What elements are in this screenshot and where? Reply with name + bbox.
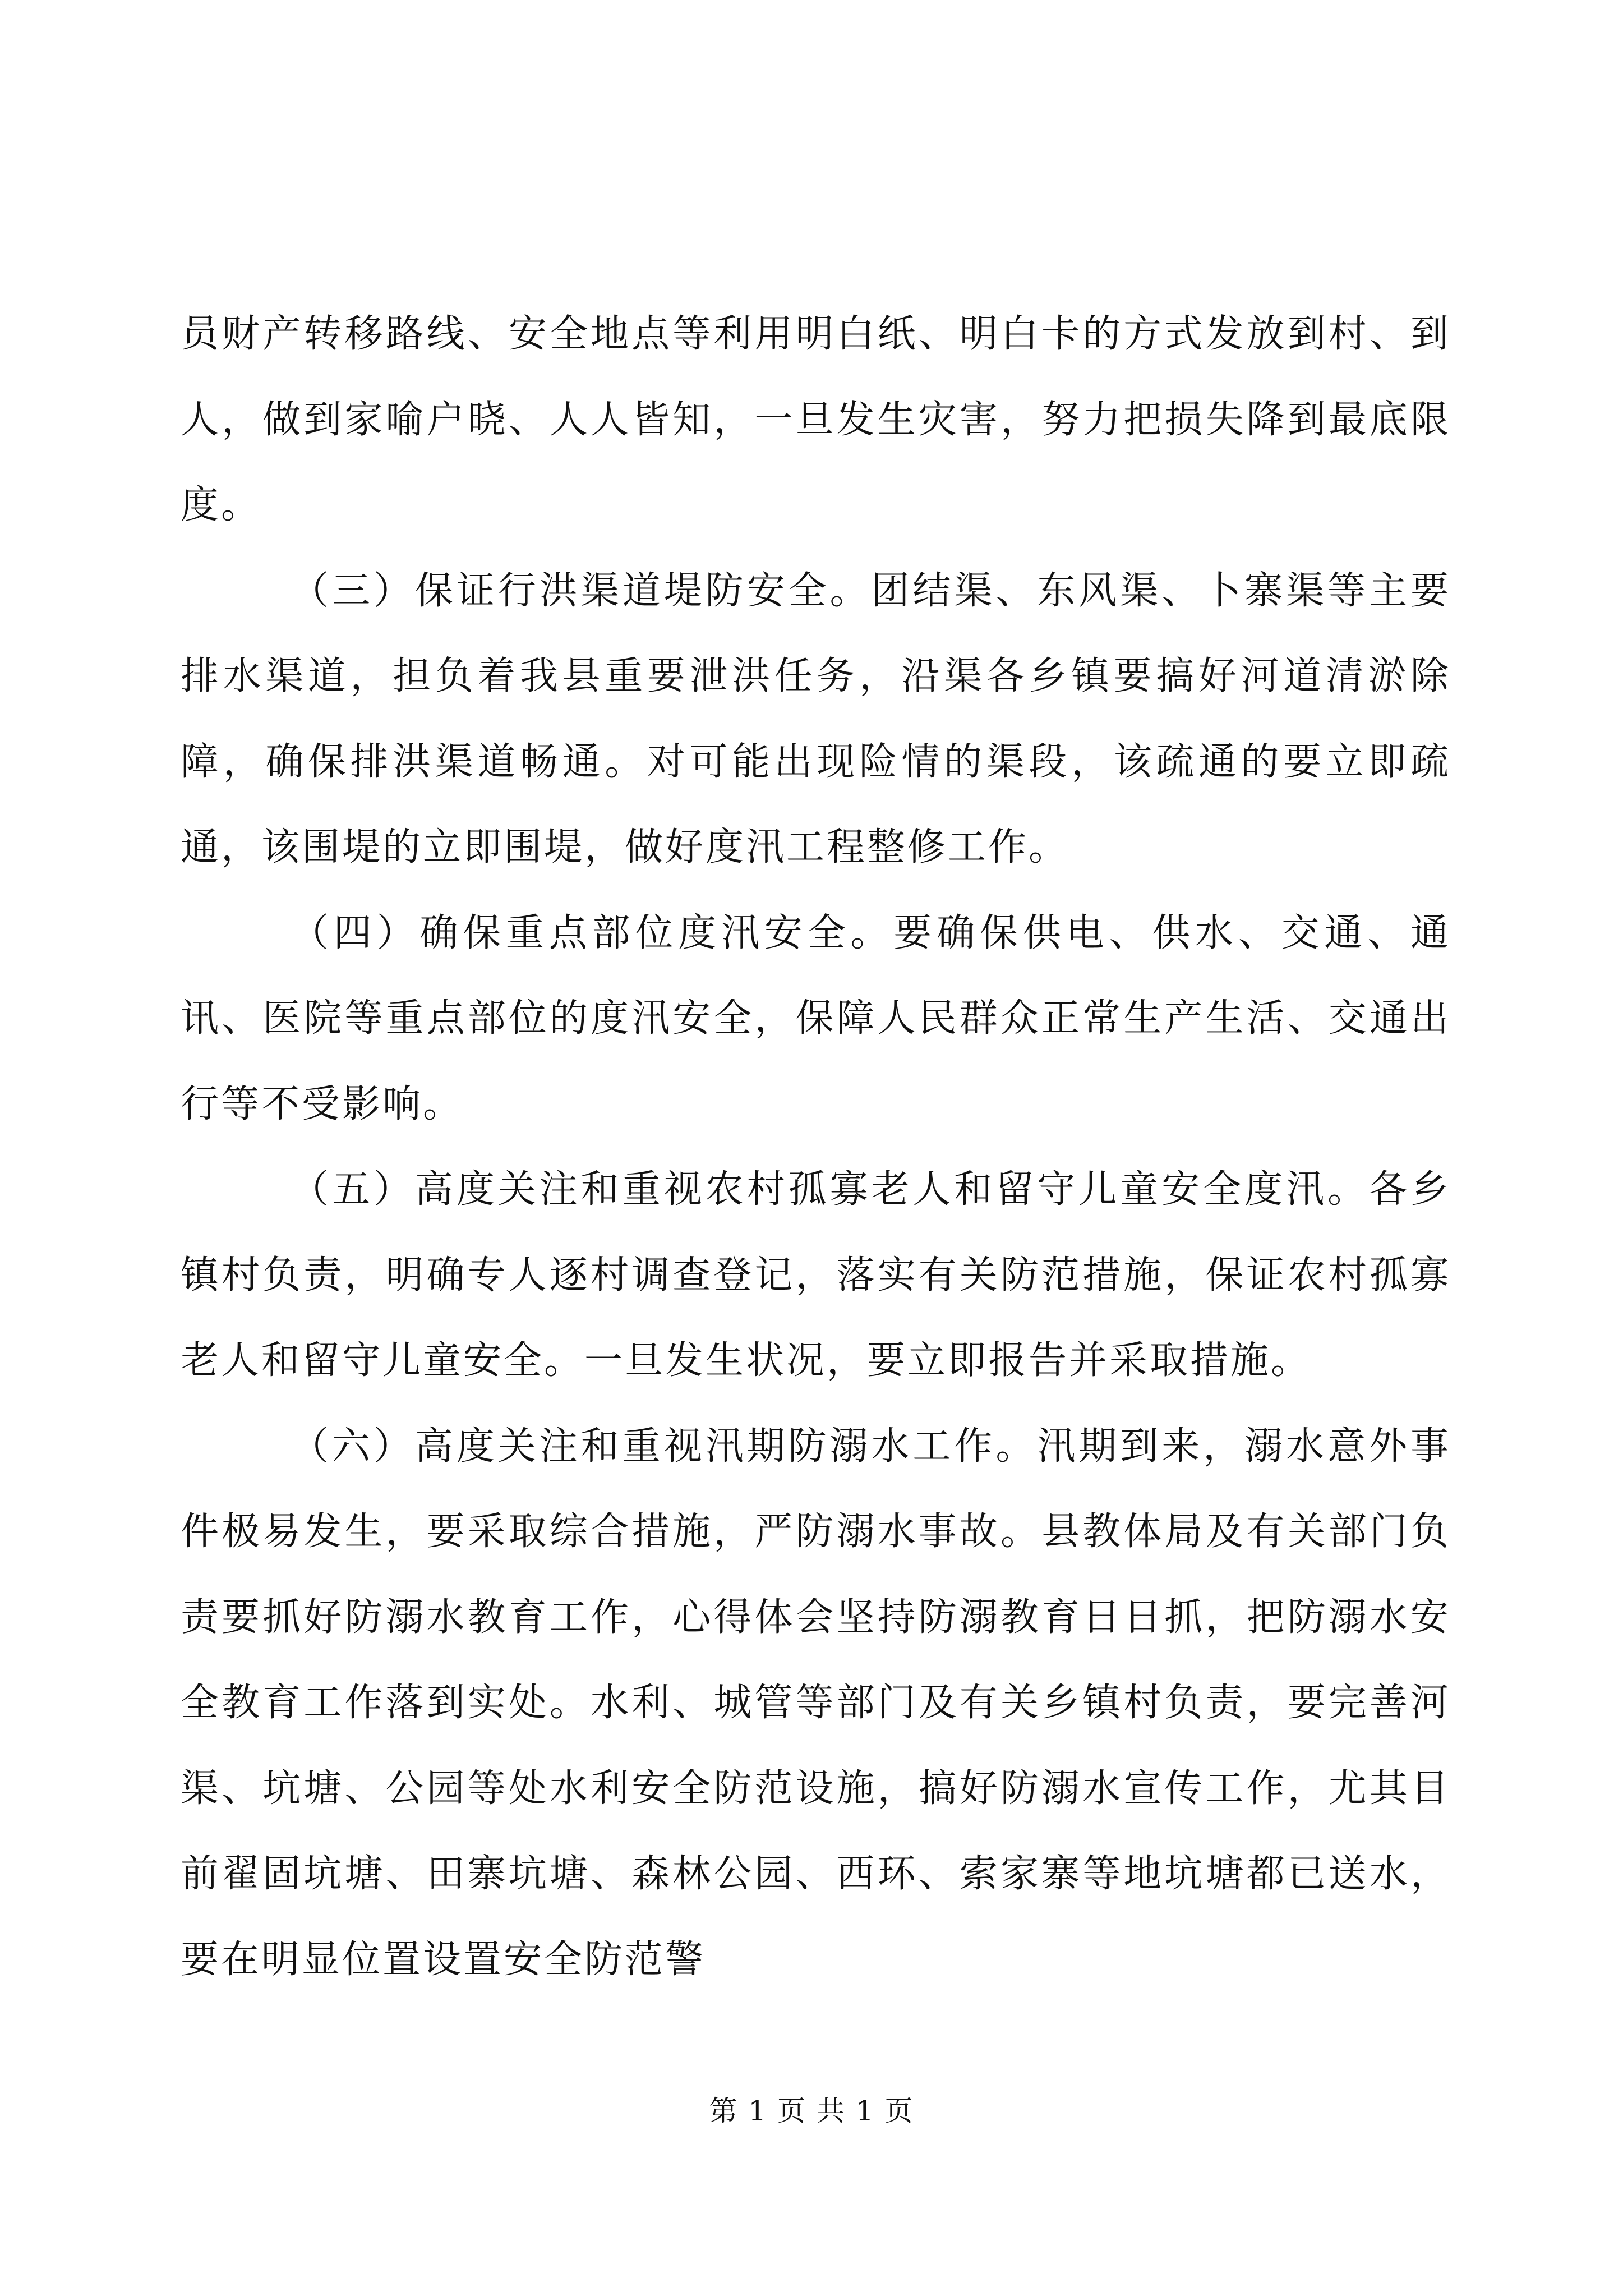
paragraph-section-6: （六）高度关注和重视汛期防溺水工作。汛期到来，溺水意外事件极易发生，要采取综合措施，严防溺水事故。县教体局及有关部门负责要抓好防溺水教育工作，心得体会坚持防溺教育日日抓，把防溺水安全教育工作落到实处。水利、城管等部门及有关乡镇村负责，要完善河渠、坑塘、公园等处水利安全防范设施，搞好防溺水宣传工作，尤其目前翟固坑塘、田寨坑塘、森林公园、西环、索家寨等地坑塘都已送水，要在明显位置设置安全防范警 xyxy=(181,1424,1451,1982)
paragraph-section-3: （三）保证行洪渠道堤防安全。团结渠、东风渠、卜寨渠等主要排水渠道，担负着我县重要泄洪任务，沿渠各乡镇要搞好河道清淤除障，确保排洪渠道畅通。对可能出现险情的渠段，该疏通的要立即疏通，该围堤的立即围堤，做好度汛工程整修工作。 xyxy=(181,568,1451,869)
paragraph-section-5: （五）高度关注和重视农村孤寡老人和留守儿童安全度汛。各乡镇村负责，明确专人逐村调查登记，落实有关防范措施，保证农村孤寡老人和留守儿童安全。一旦发生状况，要立即报告并采取措施。 xyxy=(181,1167,1451,1383)
paragraph-section-4: （四）确保重点部位度汛安全。要确保供电、供水、交通、通讯、医院等重点部位的度汛安全，保障人民群众正常生产生活、交通出行等不受影响。 xyxy=(181,910,1451,1126)
paragraph-continued: 员财产转移路线、安全地点等利用明白纸、明白卡的方式发放到村、到人，做到家喻户晓、人人皆知，一旦发生灾害，努力把损失降到最底限度。 xyxy=(181,312,1451,527)
page-number-footer: 第 1 页 共 1 页 xyxy=(709,2095,914,2127)
document-body xyxy=(181,292,1451,2003)
